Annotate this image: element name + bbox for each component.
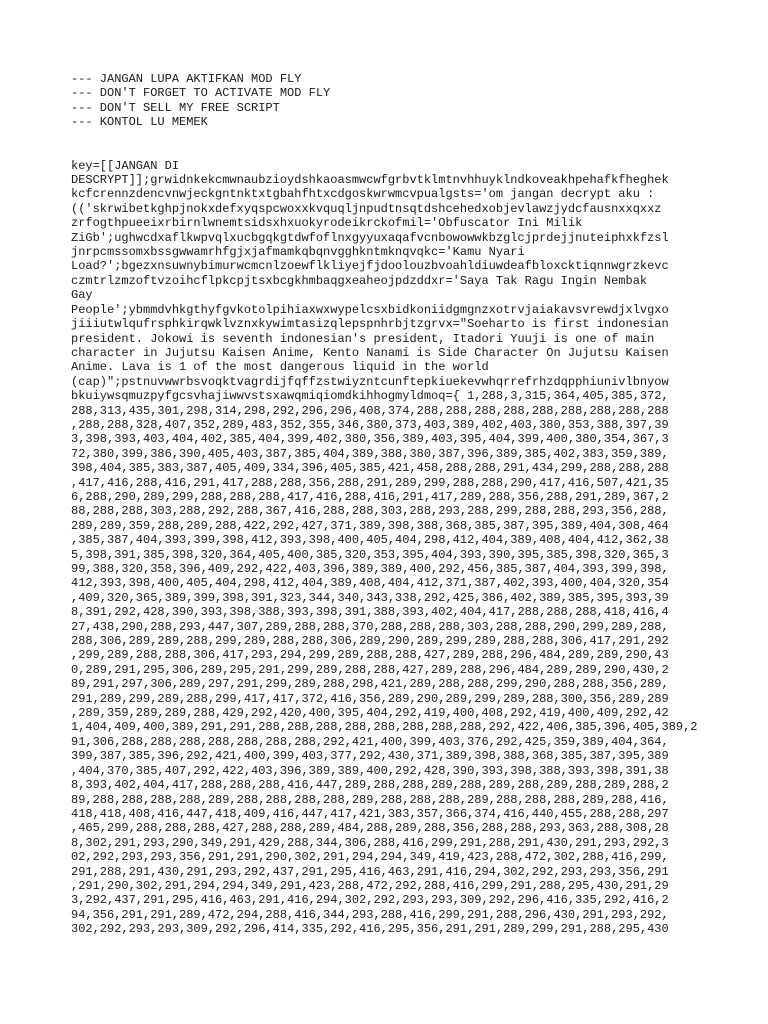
document-line: key=[[JANGAN DI xyxy=(71,158,180,173)
document-line: 291,288,291,430,291,293,292,437,291,295,416,463,291,416,294,302,292,293,293,356,291 xyxy=(71,864,669,879)
document-line: Load?';bgezxnsuwnybimurwcmcnlzoewflkliyejfjdoolouzbvoahldiuwdeafbloxcktiqnnwgrzkevc xyxy=(71,259,669,274)
document-line: 72,380,399,386,390,405,403,387,385,404,389,388,380,387,396,389,385,402,383,359,389, xyxy=(71,446,669,461)
document-line: --- DON'T SELL MY FREE SCRIPT xyxy=(71,100,280,115)
document-line: Anime. Lava is 1 of the most dangerous liquid in the world xyxy=(71,360,489,375)
document-line: ,465,299,288,288,288,427,288,288,289,484,288,289,288,356,288,288,293,363,288,308,28 xyxy=(71,821,669,836)
document-line: 89,291,297,306,289,297,291,299,289,288,298,421,289,288,288,299,290,288,288,356,289, xyxy=(71,677,669,692)
document-line: president. Jokowi is seventh indonesian's president, Itadori Yuuji is one of main xyxy=(71,331,655,346)
document-line: ,299,289,288,288,306,417,293,294,299,289,288,288,427,289,288,296,484,289,289,290,43 xyxy=(71,648,669,663)
document-line: ,404,370,385,407,292,422,403,396,389,389,400,292,428,390,393,398,388,393,398,391,38 xyxy=(71,763,669,778)
document-line: jiiiutwlqufrsphkirqwklvznxkywimtasizqlepspnhrbjtzgrvx="Soeharto is first indonesian xyxy=(71,317,669,332)
document-line: 399,387,385,396,292,421,400,399,403,377,292,430,371,389,398,388,368,385,387,395,389 xyxy=(71,749,669,764)
document-line: 412,393,398,400,405,404,298,412,404,389,408,404,412,371,387,402,393,400,404,320,354 xyxy=(71,576,669,591)
document-line: ZiGb';ughwcdxaflkwpvqlxucbgqkgtdwfoflnxgyyuxaqafvcnbowowwkbzglcjprdejjnuteiphxkfzsl xyxy=(71,230,669,245)
document-line: 91,306,288,288,288,288,288,288,288,292,421,400,399,403,376,292,425,359,389,404,364, xyxy=(71,734,669,749)
document-line: ,409,320,365,389,399,398,391,323,344,340,343,338,292,425,386,402,389,385,395,393,39 xyxy=(71,590,669,605)
document-line: ,417,416,288,416,291,417,288,288,356,288,291,289,299,288,288,290,417,416,507,421,35 xyxy=(71,475,669,490)
document-line: DESCRYPT]];grwidnkekcmwnaubzioydshkaoasmwcwfgrbvtklmtnvhhuyklndkoveakhpehafkfheghek xyxy=(71,173,669,188)
document-line: 302,292,293,293,309,292,296,414,335,292,416,295,356,291,291,289,299,291,288,295,430 xyxy=(71,922,669,937)
document-line: 0,289,291,295,306,289,295,291,299,289,288,288,427,289,288,296,484,289,289,290,430,2 xyxy=(71,662,669,677)
document-line: 3,398,393,403,404,402,385,404,399,402,380,356,389,403,395,404,399,400,380,354,367,3 xyxy=(71,432,669,447)
document-line: 89,288,288,288,288,289,288,288,288,288,289,288,288,288,289,288,288,288,289,288,416, xyxy=(71,792,669,807)
document-line: ,385,387,404,393,399,398,412,393,398,400,405,404,298,412,404,389,408,404,412,362,38 xyxy=(71,533,669,548)
document-line: 8,393,402,404,417,288,288,288,416,447,289,288,288,289,288,289,288,289,288,289,288,2 xyxy=(71,778,669,793)
document-line: 94,356,291,291,289,472,294,288,416,344,293,288,416,299,291,288,296,430,291,293,292, xyxy=(71,907,669,922)
document-line: 398,404,385,383,387,405,409,334,396,405,385,421,458,288,288,291,434,299,288,288,288 xyxy=(71,461,669,476)
document-line: 288,306,289,289,288,299,289,288,288,306,289,290,289,299,289,288,288,306,417,291,292 xyxy=(71,634,669,649)
document-line: ,289,359,289,289,288,429,292,420,400,395,404,292,419,400,408,292,419,400,409,292,42 xyxy=(71,706,669,721)
document-line: 5,398,391,385,398,320,364,405,400,385,320,353,395,404,393,390,395,385,398,320,365,3 xyxy=(71,547,669,562)
document-line: 8,391,292,428,390,393,398,388,393,398,391,388,393,402,404,417,288,288,288,418,416,4 xyxy=(71,605,669,620)
document-line: jnrpcmssomxbssgwwamrhfgjxjafmamkqbqnvgghkntmknqvqkc='Kamu Nyari xyxy=(71,245,525,260)
document-line: ,291,290,302,291,294,294,349,291,423,288,472,292,288,416,299,291,288,295,430,291,29 xyxy=(71,878,669,893)
document-line: 291,289,299,289,288,299,417,417,372,416,356,289,290,289,299,289,288,300,356,289,289 xyxy=(71,691,669,706)
document-line: zrfogthpueeixrbirnlwnemtsidsxhxuokyrodeikrckofmil='Obfuscator Ini Milik xyxy=(71,216,583,231)
document-line: 418,418,408,416,447,418,409,416,447,417,421,383,357,366,374,416,440,455,288,288,297 xyxy=(71,806,669,821)
document-line: 99,388,320,358,396,409,292,422,403,396,389,389,400,292,456,385,387,404,393,399,398, xyxy=(71,562,669,576)
document-line: 288,313,435,301,298,314,298,292,296,296,408,374,288,288,288,288,288,288,288,288,288 xyxy=(71,403,669,418)
document-line: 289,289,359,288,289,288,422,292,427,371,389,398,388,368,385,387,395,389,404,308,464 xyxy=(71,518,669,533)
document-line: 6,288,290,289,299,288,288,288,417,416,288,416,291,417,289,288,356,288,291,289,367,2 xyxy=(71,489,669,504)
document-line: 8,302,291,293,290,349,291,429,288,344,306,288,416,299,291,288,291,430,291,293,292,3 xyxy=(71,835,669,850)
document-line: (cap)";pstnuvwwrbsvoqktvagrdijfqffzstwiyzntcunftepkiuekevwhqrrefrhzdqpphiunivlbnyow xyxy=(71,374,669,389)
document-line: --- DON'T FORGET TO ACTIVATE MOD FLY xyxy=(71,86,331,101)
document-line: 27,438,290,288,293,447,307,289,288,288,370,288,288,288,303,288,288,290,299,289,288, xyxy=(71,619,669,634)
document-line: 02,292,293,293,356,291,291,290,302,291,294,294,349,419,423,288,472,302,288,416,299, xyxy=(71,850,669,865)
blank-line xyxy=(71,130,699,159)
document-line: 1,404,409,400,389,291,291,288,288,288,288,288,288,288,288,292,422,406,385,396,405,389,2 xyxy=(71,720,698,735)
document-line: --- JANGAN LUPA AKTIFKAN MOD FLY xyxy=(71,72,302,86)
document-line: kcfcrennzdencvnwjeckgntnktxtgbahfhtxcdgoskwrwmcvpualgsts='om jangan decrypt aku : xyxy=(71,187,655,202)
document-line: character in Jujutsu Kaisen Anime, Kento Nanami is Side Character On Jujutsu Kaisen xyxy=(71,345,669,360)
document-line: --- KONTOL LU MEMEK xyxy=(71,115,208,130)
document-line: Gay xyxy=(71,288,93,303)
document-line: 3,292,437,291,295,416,463,291,416,294,302,292,293,293,309,292,296,416,335,292,416,2 xyxy=(71,893,669,908)
document-line: bkuiywsqmuzpyfgcsvhajiwwvstsxawqmiqiomdkihhogmyldmoq={ 1,288,3,315,364,405,385,372, xyxy=(71,389,669,404)
document-line: People';ybmmdvhkgthyfgvkotolpihiaxwxwypelcsxbidkoniidgmgnzxotrvjaiakavsvrewdjxlvgxo xyxy=(71,302,669,317)
script-document xyxy=(71,72,699,937)
document-line: 88,288,288,303,288,292,288,367,416,288,288,303,288,293,288,299,288,288,293,356,288, xyxy=(71,504,669,519)
document-line: czmtrlzmzoftvzoihcflpkcpjtsxbcgkhmbaqgxeaheojpdzddxr='Saya Tak Ragu Ingin Nembak xyxy=(71,273,648,288)
document-line: ,288,288,328,407,352,289,483,352,355,346,380,373,403,389,402,403,380,353,388,397,39 xyxy=(71,417,669,432)
document-line: (('skrwibetkghpjnokxdefxyqspcwoxxkvquqljnpudtnsqtdshcehedxobjevlawzjydcfausnxxqxxz xyxy=(71,201,662,216)
